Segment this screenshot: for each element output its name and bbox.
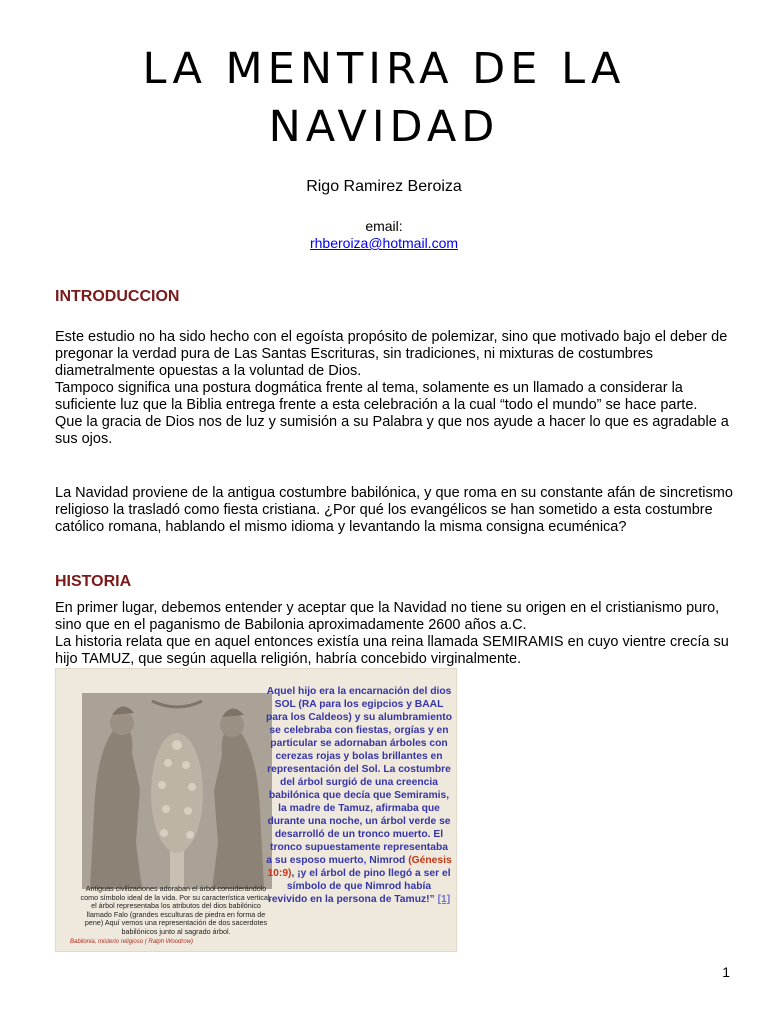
- historia-block: [55, 600, 735, 668]
- intro-paragraph-4: La Navidad proviene de la antigua costumbre babilónica, y que roma en su constante afán de sincretismo religioso la trasladó como fiesta cristiana. ¿Por qué los evangélicos se han sometido a esta costumbre católico romana, hablando el mismo idioma y levantando la misma consigna ecuménica?: [55, 485, 733, 535]
- footnote-link[interactable]: [1]: [437, 894, 451, 905]
- babylonian-tree-figure: [55, 668, 457, 952]
- intro-paragraph-2: Tampoco significa una postura dogmática frente al tema, solamente es un llamado a considerar la suficiente luz que la Biblia entrega frente a esta celebración a la cual “todo el mundo” se hace parte.: [55, 380, 698, 413]
- title-line-1: LA MENTIRA DE LA: [142, 44, 626, 94]
- intro-paragraph-1: Este estudio no ha sido hecho con el egoísta propósito de polemizar, sino que motivado bajo el deber de pregonar la verdad pura de Las Santas Escrituras, sin tradiciones, ni mixturas de costumbres diametralmente opuestas a la voluntad de Dios.: [55, 329, 728, 379]
- figure-text-a: Aquel hijo era la encarnación del dios SOL (RA para los egipcios y BAAL para los Caldeos) y su alumbramiento se celebraba con fiestas, orgías y en particular se adornaban árboles con cerezas rojas y bolas brillantes en representación del Sol. La costumbre del árbol surgió de una creencia babilónica que decía que Semiramis, la madre de Tamuz, afirmaba que durante una noche, un árbol verde se desarrolló de un tronco muerto. El tronco supuestamente representaba a su esposo muerto, Nimrod: [266, 686, 452, 866]
- genesis-reference: (Génesis 10:9): [267, 855, 452, 879]
- figure-text-b: , ¡y el árbol de pino llegó a ser el símbolo de que Nimrod había revivido en la persona de Tamuz!”: [267, 868, 451, 905]
- email-link[interactable]: rhberoiza@hotmail.com: [309, 235, 459, 251]
- email-link-container: [0, 235, 768, 251]
- figure-text: [266, 685, 452, 906]
- title-line-2: NAVIDAD: [268, 102, 500, 152]
- section-heading-introduccion: INTRODUCCION: [55, 288, 180, 305]
- email-label: email:: [365, 218, 403, 234]
- section-heading-historia: HISTORIA: [55, 573, 132, 590]
- document-title: [0, 40, 768, 156]
- intro-paragraph-3: Que la gracia de Dios nos de luz y sumisión a su Palabra y que nos ayude a hacer lo que es agradable a sus ojos.: [55, 414, 729, 447]
- intro-block: [55, 329, 735, 448]
- figure-source: Babilonia, misterio religioso ( Ralph Woodrow): [70, 939, 194, 945]
- page-number: 1: [722, 964, 730, 980]
- relief-image: [82, 693, 272, 889]
- author-name: Rigo Ramirez Beroiza: [306, 178, 462, 195]
- figure-caption: Antiguas civilizaciones adoraban el árbol considerándolo como símbolo ideal de la vida. Por su característica vertical, el árbol representaba los atributos del dios babilónico llamado Falo (grandes esculturas de piedra en forma de pene) Aquí vemos una representación de dos sacerdotes babilónicos junto al sagrado árbol.: [80, 884, 272, 936]
- historia-paragraph-1: En primer lugar, debemos entender y aceptar que la Navidad no tiene su origen en el cristianismo puro, sino que en el paganismo de Babilonia aproximadamente 2600 años a.C.: [55, 600, 720, 633]
- historia-paragraph-2: La historia relata que en aquel entonces existía una reina llamada SEMIRAMIS en cuyo vientre crecía su hijo TAMUZ, que según aquella religión, habría concebido virginalmente.: [55, 634, 729, 667]
- relief-illustration: [82, 693, 272, 889]
